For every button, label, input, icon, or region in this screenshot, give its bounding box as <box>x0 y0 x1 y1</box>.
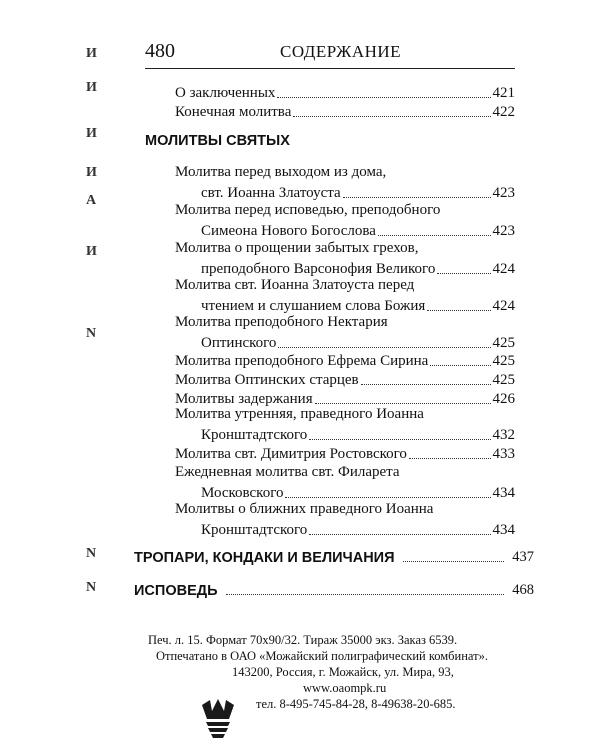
toc-entry-subtitle: преподобного Варсонофия Великого <box>201 261 436 277</box>
leader-dots <box>409 458 491 459</box>
toc-entry-page: 425 <box>492 335 515 351</box>
toc-entry-title: Молитва Оптинских старцев <box>175 372 359 388</box>
bleed-letter: И <box>86 244 97 259</box>
publisher-logo-icon <box>198 697 238 739</box>
toc-entry-title: Молитва перед выходом из дома, <box>175 164 387 180</box>
leader-dots <box>378 235 491 236</box>
imprint-line: Печ. л. 15. Формат 70х90/32. Тираж 35000 экз. Заказ 6539. <box>148 633 458 647</box>
leader-dots <box>309 534 490 535</box>
toc-entry-subtitle: Оптинского <box>201 335 277 351</box>
toc-entry <box>175 501 515 539</box>
toc-entry <box>175 102 515 121</box>
toc-entry <box>175 314 515 352</box>
bleed-letter: И <box>86 126 97 141</box>
toc-entry-title: Молитва утренняя, праведного Иоанна <box>175 406 424 422</box>
imprint-phone: тел. 8-495-745-84-28, 8-49638-20-685. <box>256 697 456 711</box>
toc-entry <box>175 444 515 463</box>
toc-entry-title: Молитва перед исповедью, преподобного <box>175 202 441 218</box>
toc-entry-page: 424 <box>492 298 515 314</box>
bleed-letter: N <box>86 580 97 595</box>
toc-entry-page: 426 <box>492 391 515 407</box>
leader-dots <box>293 116 490 117</box>
imprint-line: Отпечатано в ОАО «Можайский полиграфический комбинат». <box>156 649 488 663</box>
toc-entry-page: 434 <box>492 485 515 501</box>
toc-entry-title: Молитвы о ближних праведного Иоанна <box>175 501 434 517</box>
toc-major-entry <box>134 546 534 566</box>
toc-entry-page: 422 <box>492 104 515 120</box>
toc-entry-subtitle: Кронштадтского <box>201 427 308 443</box>
toc-entry-title: О заключенных <box>175 85 276 101</box>
leader-dots <box>277 97 490 98</box>
leader-dots <box>430 365 490 366</box>
toc-entry <box>175 277 515 315</box>
toc-entry-subtitle: Кронштадтского <box>201 522 308 538</box>
section-heading: МОЛИТВЫ СВЯТЫХ <box>145 133 290 149</box>
toc-major-entry <box>134 579 534 599</box>
toc-entry <box>175 240 515 278</box>
toc-entry-title: Молитва преподобного Нектария <box>175 314 388 330</box>
leader-dots <box>427 310 490 311</box>
toc-entry-title: Молитва преподобного Ефрема Сирина <box>175 353 429 369</box>
toc-entry-page: 423 <box>492 223 515 239</box>
leader-dots <box>315 403 491 404</box>
bleed-letter: N <box>86 546 97 561</box>
leader-dots <box>226 594 505 595</box>
toc-entry-page: 423 <box>492 185 515 201</box>
bleed-letter: N <box>86 326 97 341</box>
bleed-letter: А <box>86 193 97 208</box>
toc-entry-subtitle: Московского <box>201 485 284 501</box>
toc-entry <box>175 351 515 370</box>
page-number: 480 <box>145 40 175 62</box>
toc-entry-title: Молитва свт. Димитрия Ростовского <box>175 446 407 462</box>
imprint-url: www.oaompk.ru <box>303 681 387 695</box>
toc-entry <box>175 164 515 202</box>
bleed-letter: И <box>86 165 97 180</box>
toc-entry-title: Молитвы задержания <box>175 391 313 407</box>
toc-entry-page: 424 <box>492 261 515 277</box>
toc-entry <box>175 202 515 240</box>
toc-entry-page: 425 <box>492 353 515 369</box>
toc-entry-page: 425 <box>492 372 515 388</box>
toc-major-title: ИСПОВЕДЬ <box>134 583 218 599</box>
leader-dots <box>361 384 491 385</box>
toc-entry-page: 434 <box>492 522 515 538</box>
toc-entry-title: Ежедневная молитва свт. Филарета <box>175 464 400 480</box>
toc-entry-title: Конечная молитва <box>175 104 292 120</box>
toc-entry-page: 421 <box>492 85 515 101</box>
toc-entry <box>175 370 515 389</box>
toc-entry-page: 432 <box>492 427 515 443</box>
leader-dots <box>309 439 490 440</box>
running-header <box>145 38 515 69</box>
toc-entry-page: 433 <box>492 446 515 462</box>
leader-dots <box>403 561 505 562</box>
toc-entry <box>175 406 515 444</box>
bleed-letter: И <box>86 46 97 61</box>
leader-dots <box>285 497 490 498</box>
toc-entry-subtitle: чтением и слушанием слова Божия <box>201 298 426 314</box>
toc-major-page: 468 <box>512 582 534 598</box>
toc-major-title: ТРОПАРИ, КОНДАКИ И ВЕЛИЧАНИЯ <box>134 550 395 566</box>
toc-entry <box>175 83 515 102</box>
toc-entry <box>175 464 515 502</box>
leader-dots <box>437 273 490 274</box>
imprint-line: 143200, Россия, г. Можайск, ул. Мира, 93, <box>232 665 454 679</box>
toc-entry-subtitle: Симеона Нового Богослова <box>201 223 376 239</box>
toc-entry-title: Молитва свт. Иоанна Златоуста перед <box>175 277 415 293</box>
leader-dots <box>278 347 490 348</box>
leader-dots <box>343 197 491 198</box>
toc-entry-subtitle: свт. Иоанна Златоуста <box>201 185 341 201</box>
header-title: СОДЕРЖАНИЕ <box>280 42 402 61</box>
bleed-letter: И <box>86 80 97 95</box>
toc-entry-title: Молитва о прощении забытых грехов, <box>175 240 419 256</box>
toc-major-page: 437 <box>512 549 534 565</box>
